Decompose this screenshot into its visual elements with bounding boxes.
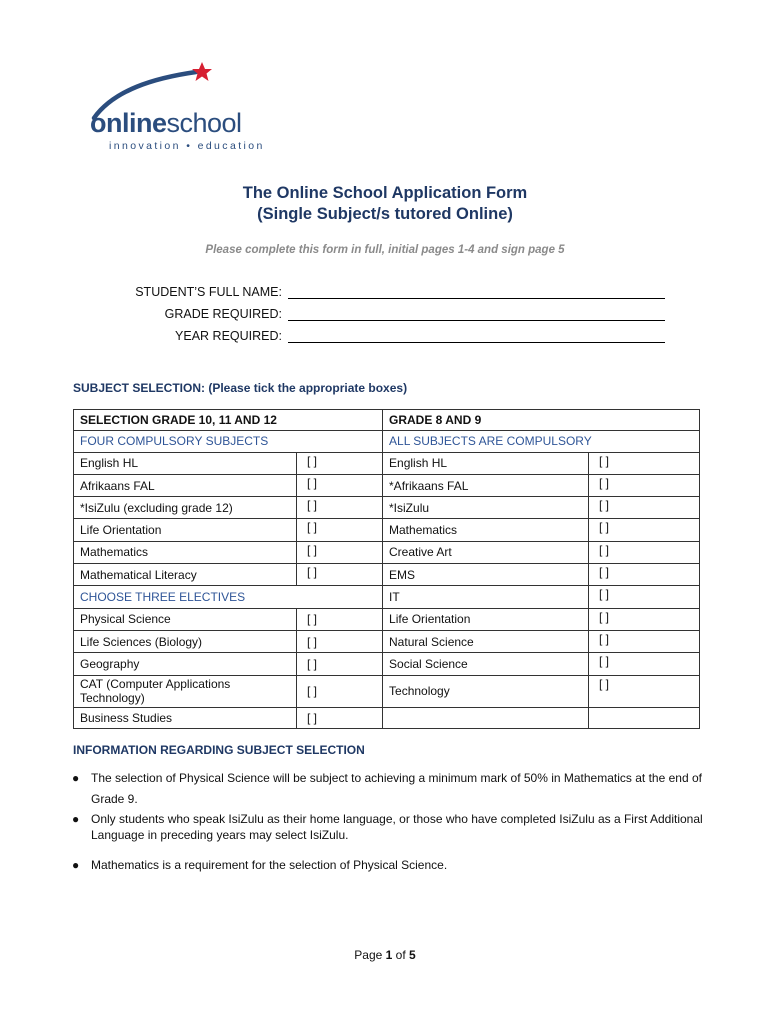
subject-name: Life Orientation: [383, 608, 589, 630]
subject-name: IT: [383, 586, 589, 608]
subject-name: Mathematics: [383, 519, 589, 541]
checkbox-business-studies-senior[interactable]: [ ]: [297, 707, 383, 728]
subject-name: Life Sciences (Biology): [74, 630, 297, 652]
subject-name: Mathematics: [74, 541, 297, 563]
subject-name: EMS: [383, 564, 589, 586]
checkbox-cat-senior[interactable]: [ ]: [297, 675, 383, 707]
checkbox-creative-art-junior[interactable]: [ ]: [589, 541, 700, 563]
subject-selection-table: [73, 409, 700, 729]
checkbox-it-junior[interactable]: [ ]: [589, 586, 700, 608]
checkbox-isizulu-junior[interactable]: [ ]: [589, 497, 700, 519]
checkbox-ems-junior[interactable]: [ ]: [589, 564, 700, 586]
bullet-text: The selection of Physical Science will be subject to achieving a minimum mark of 50% in Mathematics at the end of Grade 9.: [91, 771, 702, 806]
checkbox-afrikaans-fal-junior[interactable]: [ ]: [589, 474, 700, 496]
subject-name: *IsiZulu (excluding grade 12): [74, 497, 297, 519]
checkbox-technology-junior[interactable]: [ ]: [589, 675, 700, 707]
grade-10-12-header: SELECTION GRADE 10, 11 AND 12: [74, 410, 383, 431]
table-row: [74, 541, 700, 563]
empty-cell: [589, 707, 700, 728]
subject-name: Business Studies: [74, 707, 297, 728]
table-header-row: [74, 410, 700, 431]
subject-name: Afrikaans FAL: [74, 474, 297, 496]
table-row: [74, 608, 700, 630]
subject-name: Technology: [383, 675, 589, 707]
checkbox-afrikaans-fal-senior[interactable]: [ ]: [297, 474, 383, 496]
empty-cell: [383, 707, 589, 728]
grade-8-9-header: GRADE 8 AND 9: [383, 410, 700, 431]
list-item: [72, 855, 712, 876]
year-required-label: YEAR REQUIRED:: [175, 329, 282, 343]
subject-name: English HL: [383, 452, 589, 474]
subject-name: Natural Science: [383, 630, 589, 652]
logo-tagline: innovation • education: [109, 140, 265, 152]
grade-required-label: GRADE REQUIRED:: [164, 307, 282, 321]
subject-name: English HL: [74, 452, 297, 474]
subject-name: Geography: [74, 653, 297, 675]
subject-name: Life Orientation: [74, 519, 297, 541]
form-subtitle: (Single Subject/s tutored Online): [257, 205, 513, 223]
info-heading: INFORMATION REGARDING SUBJECT SELECTION: [73, 743, 365, 757]
checkbox-social-science-junior[interactable]: [ ]: [589, 653, 700, 675]
page-number: Page 1 of 5: [354, 948, 416, 962]
subject-name: *IsiZulu: [383, 497, 589, 519]
checkbox-life-sciences-senior[interactable]: [ ]: [297, 630, 383, 652]
four-compulsory-label: FOUR COMPULSORY SUBJECTS: [74, 431, 383, 452]
list-item: [72, 768, 712, 810]
table-row: [74, 564, 700, 586]
table-row: [74, 630, 700, 652]
form-title: The Online School Application Form: [242, 184, 528, 202]
student-name-field[interactable]: [288, 298, 665, 299]
table-row: [74, 474, 700, 496]
subject-name: Physical Science: [74, 608, 297, 630]
checkbox-natural-science-junior[interactable]: [ ]: [589, 630, 700, 652]
checkbox-mathematics-senior[interactable]: [ ]: [297, 541, 383, 563]
bullet-icon: ●: [72, 858, 80, 872]
table-row: [74, 452, 700, 474]
table-row: [74, 586, 700, 608]
compulsory-label-row: [74, 431, 700, 452]
checkbox-life-orientation-junior[interactable]: [ ]: [589, 608, 700, 630]
online-school-logo: [84, 60, 284, 160]
checkbox-english-hl-senior[interactable]: [ ]: [297, 452, 383, 474]
table-row: [74, 519, 700, 541]
bullet-icon: ●: [72, 771, 80, 785]
subject-name: *Afrikaans FAL: [383, 474, 589, 496]
choose-electives-label: CHOOSE THREE ELECTIVES: [74, 586, 383, 608]
table-row: [74, 653, 700, 675]
checkbox-mathematics-junior[interactable]: [ ]: [589, 519, 700, 541]
bullet-text: Mathematics is a requirement for the selection of Physical Science.: [91, 858, 448, 872]
year-required-field[interactable]: [288, 342, 665, 343]
table-row: [74, 497, 700, 519]
student-name-label: STUDENT’S FULL NAME:: [135, 285, 282, 299]
checkbox-physical-science-senior[interactable]: [ ]: [297, 608, 383, 630]
checkbox-life-orientation-senior[interactable]: [ ]: [297, 519, 383, 541]
checkbox-geography-senior[interactable]: [ ]: [297, 653, 383, 675]
subject-name: Mathematical Literacy: [74, 564, 297, 586]
form-instructions: Please complete this form in full, initial pages 1-4 and sign page 5: [205, 244, 565, 256]
subject-name: Social Science: [383, 653, 589, 675]
checkbox-math-literacy-senior[interactable]: [ ]: [297, 564, 383, 586]
table-row: [74, 675, 700, 707]
checkbox-english-hl-junior[interactable]: [ ]: [589, 452, 700, 474]
logo-wordmark: onlineschool: [90, 108, 242, 138]
list-item: [72, 811, 712, 843]
bullet-text: Only students who speak IsiZulu as their home language, or those who have completed IsiZulu as a First Additional Language in preceding years may select IsiZulu.: [91, 812, 703, 842]
all-compulsory-label: ALL SUBJECTS ARE COMPULSORY: [383, 431, 700, 452]
table-row: [74, 707, 700, 728]
bullet-icon: ●: [72, 812, 80, 826]
subject-name: CAT (Computer Applications Technology): [74, 675, 297, 707]
grade-required-field[interactable]: [288, 320, 665, 321]
subject-selection-heading: SUBJECT SELECTION: (Please tick the appropriate boxes): [73, 381, 408, 395]
checkbox-isizulu-senior[interactable]: [ ]: [297, 497, 383, 519]
subject-name: Creative Art: [383, 541, 589, 563]
